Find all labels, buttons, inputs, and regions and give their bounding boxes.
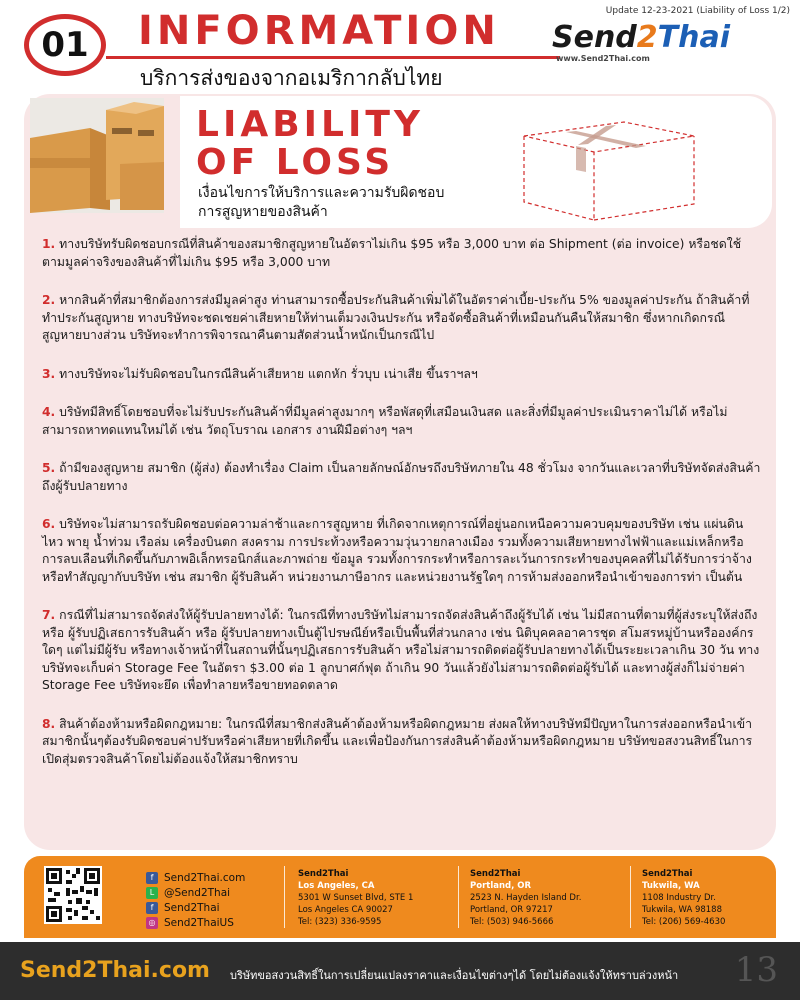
office-tukwila [642, 868, 725, 928]
page-number: 13 [734, 950, 778, 990]
qr-code-icon [44, 866, 102, 924]
office-address-line1: 5301 W Sunset Blvd, STE 1 [298, 893, 414, 903]
list-item [42, 404, 764, 439]
list-item [42, 716, 764, 769]
page-title: INFORMATION [138, 8, 500, 54]
liability-title-line1: LIABILITY [196, 104, 424, 145]
item-number: 4. [42, 405, 56, 419]
qr-code[interactable] [44, 866, 102, 924]
liability-title-line2: OF LOSS [196, 142, 395, 183]
update-note: Update 12-23-2021 (Liability of Loss 1/2) [605, 6, 790, 16]
list-item [42, 366, 764, 384]
footer-brand[interactable]: Send2Thai.com [20, 958, 210, 983]
terms-list [42, 236, 764, 789]
office-name: Send2Thai [470, 869, 521, 879]
boxes-photo [30, 98, 164, 213]
social-link-facebook-page[interactable] [146, 870, 245, 885]
social-label: @Send2Thai [164, 886, 231, 899]
office-city: Portland, OR [470, 881, 532, 891]
item-text: ถ้ามีของสูญหาย สมาชิก (ผู้ส่ง) ต้องทำเรื่อง Claim เป็นลายลักษณ์อักษรถึงบริษัทภายใน 48 ชั่วโมง จากวันและเวลาที่บริษัทจัดส่งสินค้าถึงผู้รับปลายทาง [42, 461, 761, 493]
liability-subtitle [198, 184, 444, 222]
footer-divider [630, 866, 631, 928]
list-item [42, 516, 764, 586]
item-text: ทางบริษัทจะไม่รับผิดชอบในกรณีสินค้าเสียหาย แตกหัก รั่วบุบ เน่าเสีย ขึ้นราฯลฯ [59, 366, 478, 381]
footer-divider [284, 866, 285, 928]
liability-subtitle-line1: เงื่อนไขการให้บริการและความรับผิดชอบ [198, 185, 445, 201]
facebook-icon: f [146, 872, 158, 884]
social-label: Send2Thai [164, 901, 220, 914]
office-address-line2: Los Angeles CA 90027 [298, 905, 393, 915]
office-address-line1: 1108 Industry Dr. [642, 893, 716, 903]
office-city: Los Angeles, CA [298, 881, 375, 891]
office-address-line1: 2523 N. Hayden Island Dr. [470, 893, 582, 903]
social-label: Send2ThaiUS [164, 916, 234, 929]
cardboard-boxes-icon [30, 98, 164, 213]
liability-title [196, 106, 424, 182]
list-item [42, 292, 764, 345]
item-text: บริษัทมีสิทธิ์โดยชอบที่จะไม่รับประกันสินค้าที่มีมูลค่าสูงมากๆ หรือพัสดุที่เสมือนเงินสด และสิ่งที่มีมูลค่าประเมินราคาไม่ได้ หรือไม่สามารถหาทดแทนใหม่ได้ เช่น วัตถุโบราณ เอกสาร งานฝีมือต่างๆ ฯลฯ [42, 405, 728, 437]
item-number: 5. [42, 461, 56, 475]
list-item [42, 607, 764, 695]
item-number: 6. [42, 517, 56, 531]
item-number: 2. [42, 293, 56, 307]
item-number: 7. [42, 608, 56, 622]
box-outline-illustration [514, 112, 704, 222]
logo-url: www.Send2Thai.com [556, 54, 650, 63]
social-label: Send2Thai.com [164, 871, 246, 884]
social-link-facebook[interactable] [146, 900, 245, 915]
office-address-line2: Tukwila, WA 98188 [642, 905, 722, 915]
footer-disclaimer: บริษัทขอสงวนสิทธิ์ในการเปลี่ยนแปลงราคาและเงื่อนไขต่างๆได้ โดยไม่ต้องแจ้งให้ทราบล่วงหน้า [230, 969, 679, 982]
list-item [42, 460, 764, 495]
page-subtitle: บริการส่งของจากอเมริกากลับไทย [140, 66, 443, 90]
office-portland [470, 868, 581, 928]
social-link-instagram[interactable] [146, 915, 245, 930]
social-link-line[interactable] [146, 885, 245, 900]
instagram-icon: ◎ [146, 917, 158, 929]
office-phone[interactable]: Tel: (323) 336-9595 [298, 917, 382, 927]
office-name: Send2Thai [298, 869, 349, 879]
logo-part-thai: Thai [657, 20, 731, 55]
office-name: Send2Thai [642, 869, 693, 879]
item-text: บริษัทจะไม่สามารถรับผิดชอบต่อความล่าช้าและการสูญหาย ที่เกิดจากเหตุการณ์ที่อยู่นอกเหนือความควบคุมของบริษัท เช่น แผ่นดินไหว พายุ น้ำท่วม เรือล่ม เครื่องบินตก สงคราม การประท้วงหรือความวุ่นวายกลางเมือง รวมทั้งความเสียหายทางไฟฟ้าและแม่เหล็กหรือการลบเลือนที่เกิดขึ้นกับภาพอิเล็กทรอนิกส์และภาพถ่าย ข้อมูล รวมทั้งการกระทำหรือการละเว้นการกระทำของบุคคลที่ไม่ได้รับการว่าจ้างหรือทำสัญญากับบริษัท เช่น สมาชิก ผู้รับสินค้า หน่วยงานภาษีอากร และหน่วยงานรัฐใดๆ การห้ามส่งออกหรือนำเข้าของการท่า เป็นต้น [42, 517, 752, 584]
section-number: 01 [41, 25, 89, 65]
item-number: 3. [42, 366, 56, 381]
logo-part-send: Send [552, 20, 637, 55]
item-number: 8. [42, 716, 56, 731]
office-city: Tukwila, WA [642, 881, 700, 891]
item-text: ทางบริษัทรับผิดชอบกรณีที่สินค้าของสมาชิกสูญหายในอัตราไม่เกิน $95 หรือ 3,000 บาท ต่อ Shipment (ต่อ invoice) หรือชดใช้ตามมูลค่าจริงของสินค้าที่ไม่เกิน $95 หรือ 3,000 บาท [42, 237, 742, 269]
title-underline [106, 56, 560, 59]
facebook-icon: f [146, 902, 158, 914]
office-phone[interactable]: Tel: (206) 569-4630 [642, 917, 726, 927]
logo-wordmark [552, 20, 772, 55]
liability-subtitle-line2: การสูญหายของสินค้า [198, 204, 328, 220]
footer-divider [458, 866, 459, 928]
item-text: สินค้าต้องห้ามหรือผิดกฎหมาย: ในกรณีที่สมาชิกส่งสินค้าต้องห้ามหรือผิดกฎหมาย ส่งผลให้ทางบริษัทมีปัญหาในการส่งออกหรือนำเข้า สมาชิกนั้นๆต้องรับผิดชอบค่าปรับหรือค่าเสียหายที่เกิดขึ้น และเพื่อป้องกันการส่งสินค้าต้องห้ามหรือผิดกฎหมาย บริษัทขอสงวนสิทธิ์ในการเปิดสุ่มตรวจสินค้าโดยไม่ต้องแจ้งให้สมาชิกทราบ [42, 716, 753, 766]
item-number: 1. [42, 237, 56, 251]
social-links [146, 870, 245, 930]
brand-logo[interactable] [552, 20, 772, 68]
package-box-icon [514, 112, 704, 222]
item-text: กรณีที่ไม่สามารถจัดส่งให้ผู้รับปลายทางได้: ในกรณีที่ทางบริษัทไม่สามารถจัดส่งสินค้าถึงผู้รับได้ เช่น ไม่มีสถานที่ตามที่ผู้ส่งระบุให้ส่งถึง หรือ ผู้รับปฏิเสธการรับสินค้า หรือ ผู้รับปลายทางเป็นตู้ไปรษณีย์หรือเป็นพื้นที่ส่วนกลาง เช่น นิติบุคคลอาคารชุด สโมสรหมู่บ้านหรือองค์กรใดๆ แต่ไม่มีผู้รับ หรือทางเจ้าหน้าที่ในสถานที่นั้นๆปฏิเสธการรับสินค้า หรือไม่สามารถติดต่อผู้รับปลายทางได้เป็นระยะเวลาเกิน 30 วัน ทางบริษัทจะเก็บค่า Storage Fee ในอัตรา $3.00 ต่อ 1 ลูกบาศก์ฟุต ถ้าเกิน 90 วันแล้วยังไม่สามารถติดต่อผู้รับได้ และทางผู้ส่งก็ไม่จ่ายค่า Storage Fee บริษัทจะยึด เพื่อทำลายหรือขายทอดตลาด [42, 608, 760, 692]
office-phone[interactable]: Tel: (503) 946-5666 [470, 917, 554, 927]
logo-part-two: 2 [636, 20, 658, 55]
item-text: หากสินค้าที่สมาชิกต้องการส่งมีมูลค่าสูง ท่านสามารถซื้อประกันสินค้าเพิ่มได้ในอัตราค่าเบี้ย-ประกัน 5% ของมูลค่าประกัน ถ้าสินค้าที่ทำประกันสูญหาย ทางบริษัทจะชดเชยค่าเสียหายให้ท่านเต็มวงเงินประกัน หรือจัดซื้อสินค้าที่เหมือนกันคืนให้สมาชิก ซึ่งหากเกิดกรณีสูญหายบางส่วน บริษัทจะทำการพิจารณาคืนตามสัดส่วนน้ำหนักเป็นกรณีไป [42, 293, 750, 342]
office-address-line2: Portland, OR 97217 [470, 905, 553, 915]
list-item [42, 236, 764, 271]
line-icon: L [146, 887, 158, 899]
section-number-badge [24, 14, 106, 76]
office-los-angeles [298, 868, 413, 928]
